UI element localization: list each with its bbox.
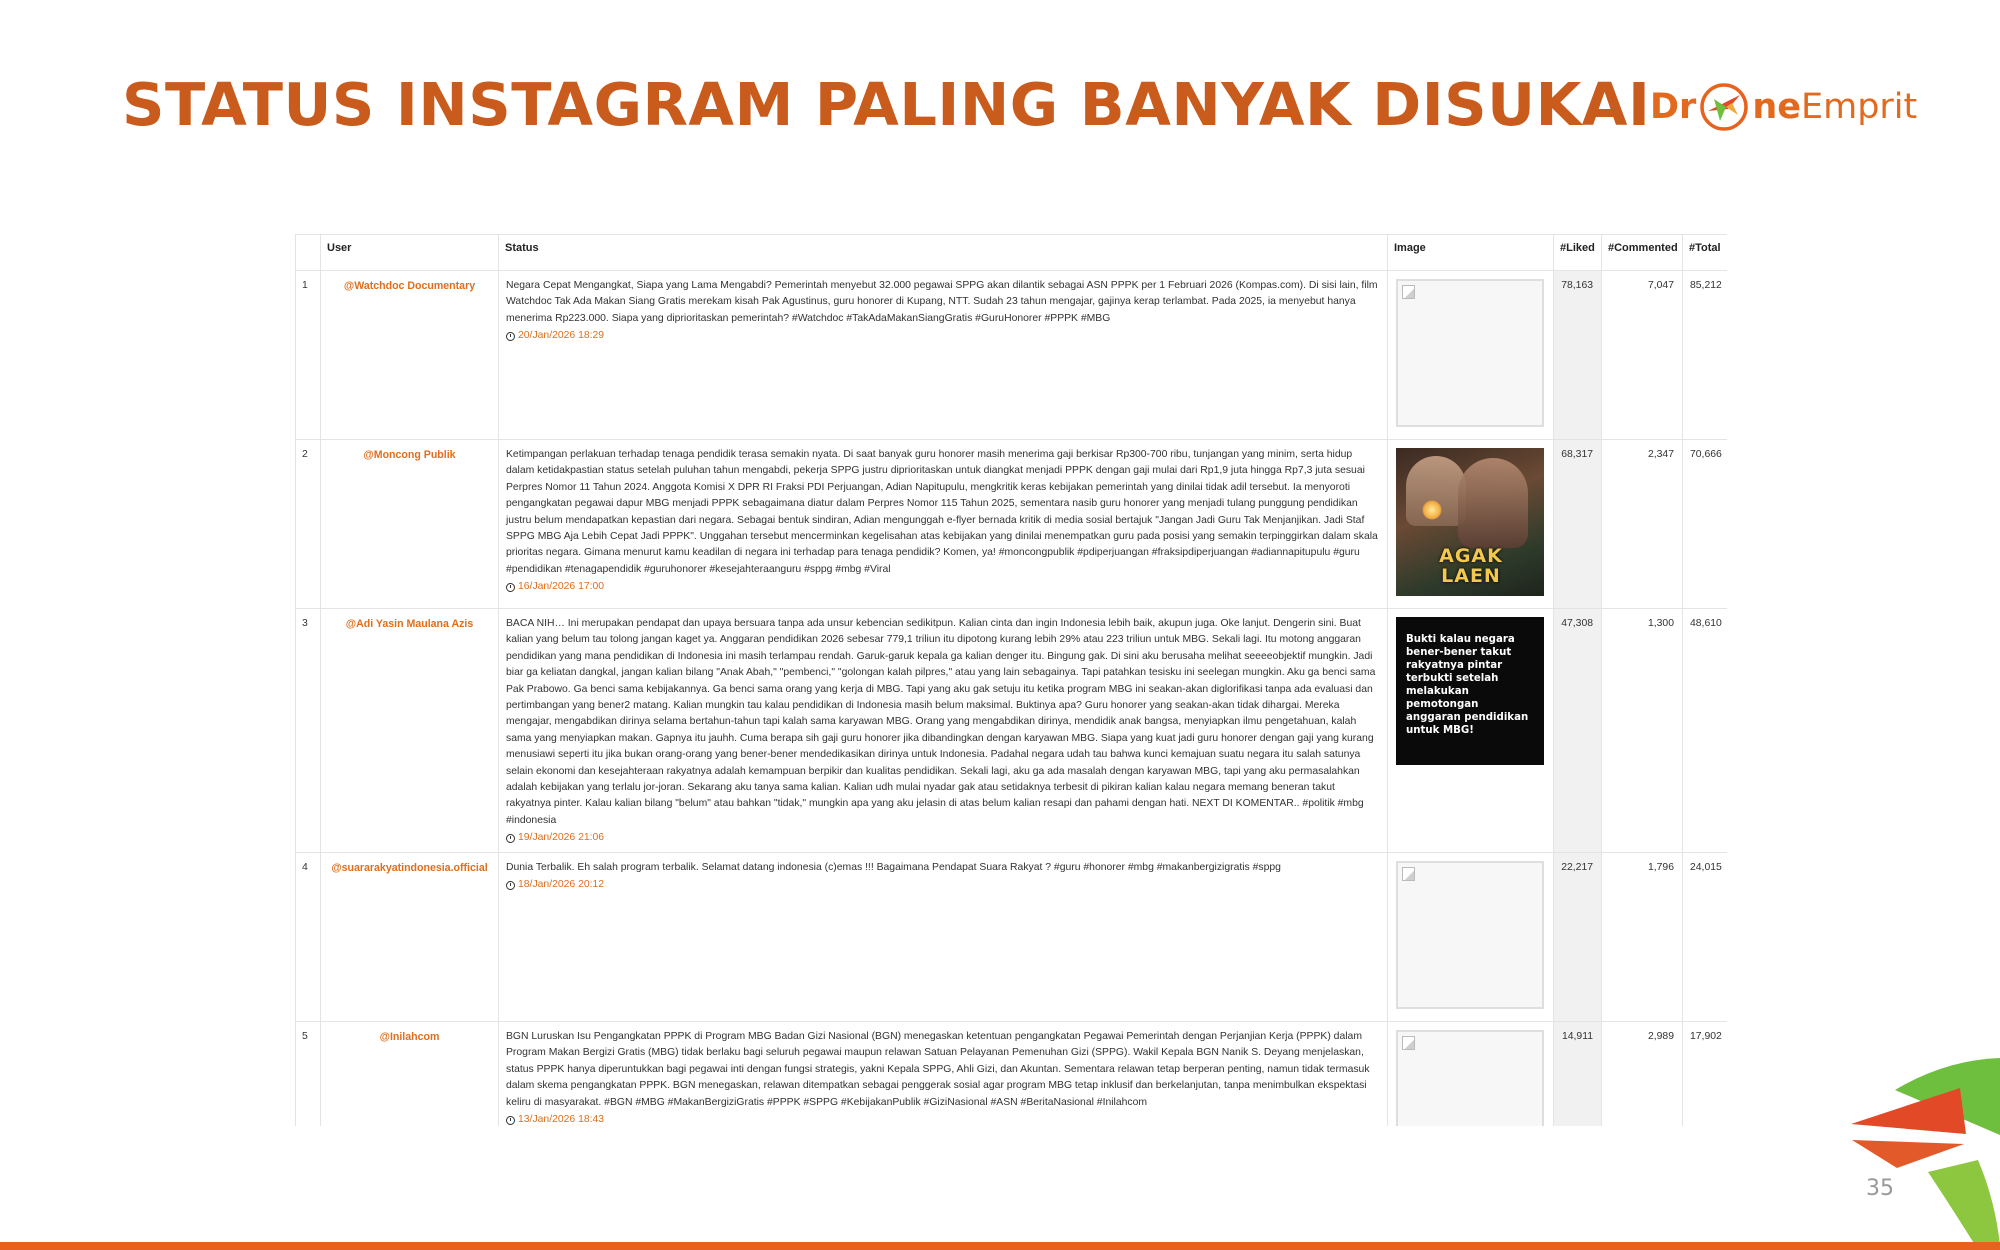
liked-count: 22,217 <box>1554 853 1602 1022</box>
user-link[interactable]: @Moncong Publik <box>321 440 499 609</box>
liked-count: 68,317 <box>1554 440 1602 609</box>
user-link[interactable]: @Adi Yasin Maulana Azis <box>321 609 499 853</box>
liked-count: 14,911 <box>1554 1022 1602 1127</box>
logo-text-left: Dr <box>1650 87 1697 127</box>
user-link[interactable]: @Watchdoc Documentary <box>321 271 499 440</box>
header-user: User <box>321 235 499 271</box>
slide-number: 35 <box>1866 1176 1894 1201</box>
row-number: 1 <box>296 271 321 440</box>
header-commented: #Commented <box>1602 235 1683 271</box>
status-text: Ketimpangan perlakuan terhadap tenaga pendidik terasa semakin nyata. Di saat banyak guru honorer masih menerima gaji berkisar Rp300-700 ribu, tunjangan yang minim, serta hidup dalam ketidakpastian status setelah puluhan tahun mengabdi, pekerja SPPG justru diprioritaskan untuk diangkat menjadi PPPK dengan gaji mulai dari Rp1,9 juta hingga Rp7,3 juta sesuai Perpres Nomor 11 Tahun 2024. Anggota Komisi X DPR RI Fraksi PDI Perjuangan, Adian Napitupulu, mengkritik keras kebijakan pemerintah yang dinilai tidak adil tersebut. Ia menyoroti pengangkatan pegawai dapur MBG menjadi PPPK sebagaimana diatur dalam Perpres Nomor 115 Tahun 2025, sementara nasib guru honorer yang menjadi tulang punggung pendidikan justru belum mendapatkan kepastian dari negara. Sebagai bentuk sindiran, Adian mengunggah e-flyer bernada kritik di media sosial bertajuk "Jangan Jadi Guru Tak Menjanjikan. Jadi Staf SPPG MBG Aja Lebih Cepat Jadi PPPK". Unggahan tersebut mencerminkan kegelisahan atas kebijakan yang dinilai menempatkan guru pada posisi yang semakin terpinggirkan dalam skala prioritas negara. Gimana menurut kamu keadilan di negara ini terhadap para tenaga pendidik? Komen, ya! #moncongpublik #pdiperjuangan #fraksipdiperjuangan #adiannapitupulu #guru #pendidikan #tenagapendidik #guruhonorer #kesejahteraanguru #sppg #mbg #Viral <box>506 449 1378 575</box>
bottom-bar <box>0 1242 2000 1250</box>
user-link[interactable]: @Inilahcom <box>321 1022 499 1127</box>
deco-green-bottom <box>1928 1160 2000 1245</box>
timestamp-text: 19/Jan/2026 21:06 <box>518 832 605 844</box>
logo-text-bold: ne <box>1752 87 1801 127</box>
timestamp-text: 18/Jan/2026 20:12 <box>518 879 605 891</box>
status-text: BACA NIH… Ini merupakan pendapat dan upaya bersuara tanpa ada unsur kebencian sedikitpun. Kalian cinta dan ingin Indonesia lebih baik, akupun juga. Oke lanjut. Dengerin sini. Buat kalian yang belum tau tolong jangan kaget ya. Anggaran pendidikan 2026 sebesar 779,1 triliun itu dipotong kurang lebih 29% atau 223 triliun untuk MBG. Sekali lagi. Itu motong anggaran pendidikan yang mana pendidikan di Indonesia ini masih terlampau rendah. Garuk-garuk kepala ga kalian denger itu. Bingung gak. Di sini aku berusaha melihat seeeeobjektif mungkin. Jadi biar ga keliatan dangkal, jangan kalian bilang "Anak Abah," "pembenci," "golongan kalah pilpres," atau yang lain sebagainya. Tapi patahkan tesisku ini seelegan mungkin. Aku ga benci sama Pak Prabowo. Ga benci sama kebijakannya. Ga benci sama orang yang kerja di MBG. Tapi yang aku gak setuju itu ketika program MBG ini seakan-akan diglorifikasi tanpa ada evaluasi dan pertimbangan yang bener2 matang. Kalian mungkin tau kalau pendidikan di Indonesia masih belum maksimal. Buktinya apa? Guru honorer yang seakan-akan tidak dihargai. Mereka mengajar, mengabdikan dirinya selama bertahun-tahun tapi kalah sama karyawan MBG. Orang yang mengabdikan dirinya, mendidik anak bangsa, menyiapkan ilmu pengetahuan, kalah sama yang menyiapkan makan. Gapnya itu jauhh. Cuma berapa sih gaji guru honorer jika dibandingkan dengan karyawan MBG. Siapa yang kuat jadi guru honorer dengan gaji yang kurang menusiawi seperti itu jika bukan orang-orang yang bener-bener mendedikasikan dirinya untuk Indonesia. Padahal negara udah tau bahwa kunci kemajuan suatu negara itu salah satunya selain ekonomi dan kesejahteraan rakyatnya adalah kemampuan berpikir dan kualitas pendidikan. Sekali lagi, aku ga ada masalah dengan karyawan MBG, tapi yang aku permasalahkan adalah kebijakan yang terlalu jor-joran. Sekarang aku tanya sama kalian. Kalian udh mulai nyadar gak atau setidaknya terbesit di pikiran kalian kalau negara memang beneran takut rakyatnya pinter. Kalau kalian bilang "belum" atau bahkan "tidak," mungkin apa yang aku jelasin di atas belum kalian resapi dan pahami dengan hati. NEXT DI KOMENTAR.. #politik #mbg #indonesia <box>506 618 1376 826</box>
deco-red-bottom <box>1852 1140 1964 1168</box>
timestamp-text: 16/Jan/2026 17:00 <box>518 581 605 593</box>
row-number: 2 <box>296 440 321 609</box>
status-text: Negara Cepat Mengangkat, Siapa yang Lama Mengabdi? Pemerintah menyebut 32.000 pegawai SPPG akan dilantik sebagai ASN PPPK per 1 Februari 2026 (Kompas.com). Di sisi lain, film Watchdoc Tak Ada Makan Siang Gratis merekam kisah Pak Agustinus, guru honorer di Kupang, NTT. Sudah 23 tahun mengajar, gajinya kerap terlambat. Pada 2025, ia menyebut hanya menerima Rp223.000. Siapa yang diprioritaskan pemerintah? #Watchdoc #TakAdaMakanSiangGratis #GuruHonorer #PPPK #MBG <box>506 280 1378 324</box>
header-image: Image <box>1388 235 1554 271</box>
total-count: 24,015 <box>1683 853 1728 1022</box>
total-count: 48,610 <box>1683 609 1728 853</box>
row-number: 3 <box>296 609 321 853</box>
row-number: 5 <box>296 1022 321 1127</box>
image-quote-text: Bukti kalau negara bener-bener takut rakyatnya pintar terbukti setelah melakukan pemotongan anggaran pendidikan untuk MBG! <box>1406 634 1529 736</box>
commented-count: 7,047 <box>1602 271 1683 440</box>
slide-title: STATUS INSTAGRAM PALING BANYAK DISUKAI <box>122 70 1651 139</box>
row-number: 4 <box>296 853 321 1022</box>
total-count: 85,212 <box>1683 271 1728 440</box>
header-liked: #Liked <box>1554 235 1602 271</box>
liked-count: 47,308 <box>1554 609 1602 853</box>
header-total: #Total <box>1683 235 1728 271</box>
liked-count: 78,163 <box>1554 271 1602 440</box>
status-text: Dunia Terbalik. Eh salah program terbalik. Selamat datang indonesia (c)emas !!! Bagaimana Pendapat Suara Rakyat ? #guru #honorer #mbg #makanbergizigratis #sppg <box>506 862 1281 873</box>
timestamp-text: 13/Jan/2026 18:43 <box>518 1114 605 1126</box>
total-count: 70,666 <box>1683 440 1728 609</box>
photo-caption: AGAK LAEN <box>1439 545 1503 587</box>
logo-text-light: Emprit <box>1800 87 1918 127</box>
commented-count: 2,347 <box>1602 440 1683 609</box>
timestamp-text: 20/Jan/2026 18:29 <box>518 330 605 342</box>
header-status: Status <box>499 235 1388 271</box>
commented-count: 2,989 <box>1602 1022 1683 1127</box>
user-link[interactable]: @suararakyatindonesia.official <box>321 853 499 1022</box>
total-count: 17,902 <box>1683 1022 1728 1127</box>
commented-count: 1,796 <box>1602 853 1683 1022</box>
status-text: BGN Luruskan Isu Pengangkatan PPPK di Program MBG Badan Gizi Nasional (BGN) menegaskan ketentuan pengangkatan Pegawai Pemerintah dengan Perjanjian Kerja (PPPK) dalam Program Makan Bergizi Gratis (MBG) tidak berlaku bagi seluruh pegawai maupun relawan Satuan Pelayanan Pemenuhan Gizi (SPPG). Wakil Kepala BGN Nanik S. Deyang menjelaskan, status PPPK hanya diperuntukkan bagi pegawai inti dengan fungsi strategis, yakni Kepala SPPG, Ahli Gizi, dan Akuntan. Sementara relawan tetap berperan penting, namun tidak termasuk dalam skema pengangkatan PPPK. BGN menegaskan, relawan ditempatkan sebagai penggerak sosial agar program MBG tetap inklusif dan berkelanjutan, tanpa menimbulkan ekspektasi keliru di masyarakat. #BGN #MBG #MakanBergiziGratis #PPPK #SPPG #KebijakanPublik #GiziNasional #ASN #BeritaNasional #Inilahcom <box>506 1031 1370 1108</box>
commented-count: 1,300 <box>1602 609 1683 853</box>
